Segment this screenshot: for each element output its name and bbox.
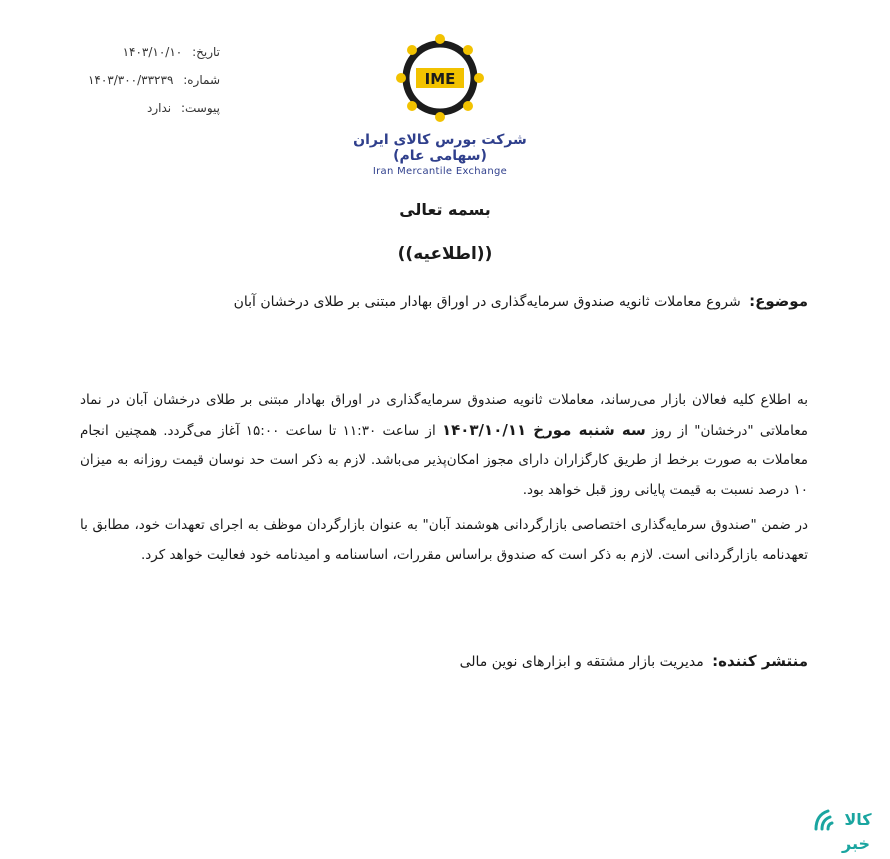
notice-title: ((اطلاعیه)) — [397, 244, 493, 264]
p1-part2: از ساعت ۱۱:۳۰ تا ساعت ۱۵:۰۰ آغاز می‌گردد. همچنین انجام معاملات به صورت برخط از طریق کارگزاران دارای مجوز امکان‌پذیر می‌باشد. لازم به ذکر است حد نوسان قیمت روزانه به میزان ۱۰ درصد نسبت به قیمت پایانی روز قبل خواهد بود. — [80, 422, 808, 498]
publisher-label: منتشر کننده: — [712, 652, 808, 670]
publisher-line — [88, 652, 808, 670]
body-paragraph-1 — [80, 386, 808, 505]
attachment-value: ندارد — [147, 101, 172, 115]
p1-part1: به اطلاع کلیه فعالان بازار می‌رساند، معاملات ثانویه صندوق سرمایه‌گذاری در اوراق بهادار مبتنی بر طلای درخشان آبان در نماد معاملاتی "درخشان" از روز — [80, 392, 808, 439]
number-label: شماره: — [183, 73, 220, 87]
company-name-en: Iran Mercantile Exchange — [372, 166, 508, 177]
body-paragraph-2: در ضمن "صندوق سرمایه‌گذاری اختصاصی بازارگردانی هوشمند آبان" به عنوان بازارگردان موظف به اجرای تعهدات خود، مطابق با تعهدنامه بازارگردانی است. لازم به ذکر است که صندوق براساس مقررات، اساسنامه و امیدنامه خود فعالیت خواهد کرد. — [80, 517, 808, 563]
company-name-fa: شرکت بورس کالای ایران (سهامی عام) — [353, 132, 527, 164]
basmala-heading: بسمه تعالی — [399, 200, 491, 219]
company-logo — [330, 30, 550, 180]
date-value: ۱۴۰۳/۱۰/۱۰ — [122, 45, 183, 59]
kala-khabar-watermark-icon — [808, 799, 882, 855]
subject-label: موضوع: — [749, 292, 808, 310]
date-row — [70, 38, 220, 66]
attachment-label: پیوست: — [180, 101, 220, 115]
p1-highlight-date: سه شنبه مورخ ۱۴۰۳/۱۰/۱۱ — [441, 420, 646, 439]
number-value: ۱۴۰۳/۳۰۰/۳۳۲۳۹ — [87, 73, 174, 87]
number-row — [70, 66, 220, 94]
subject-text: شروع معاملات ثانویه صندوق سرمایه‌گذاری در اوراق بهادار مبتنی بر طلای درخشان آبان — [233, 294, 741, 310]
attachment-row — [70, 94, 220, 122]
publisher-text: مدیریت بازار مشتقه و ابزارهای نوین مالی — [459, 654, 704, 670]
watermark-text-bottom: خبر — [841, 834, 871, 853]
logo-mark-text: IME — [424, 70, 456, 88]
date-label: تاریخ: — [192, 45, 220, 59]
subject-line — [88, 292, 808, 310]
watermark-text-top: کالا — [844, 810, 872, 829]
ime-logo-icon — [392, 30, 488, 126]
notice-body — [80, 386, 808, 576]
letter-meta — [70, 38, 220, 122]
